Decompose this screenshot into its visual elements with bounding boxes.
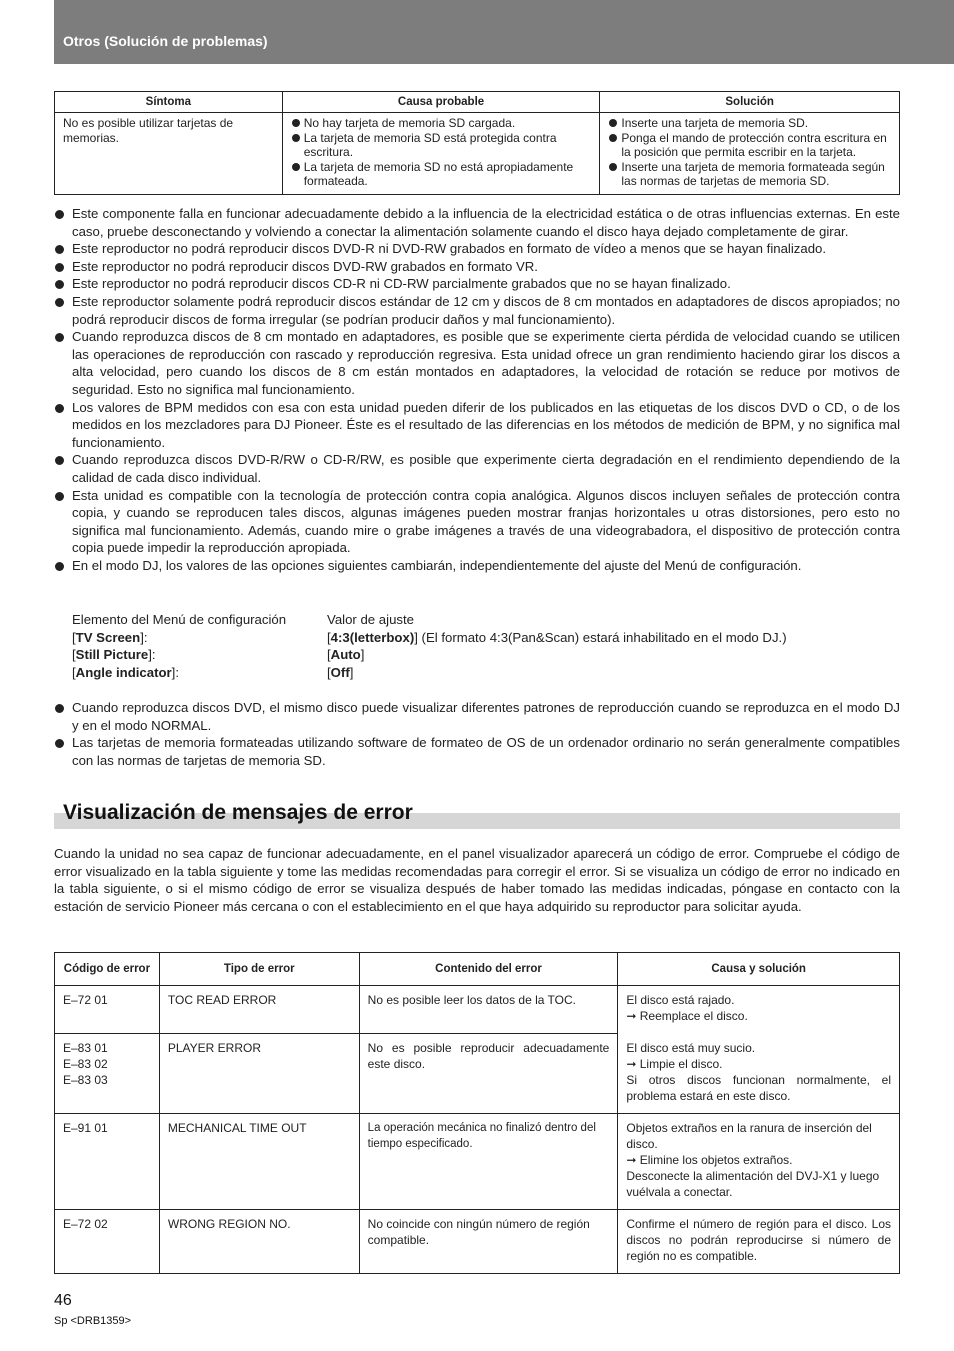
error-table [54,952,900,1274]
note-item: Cuando reproduzca discos de 8 cm montado en adaptadores, es posible que se experimente cierta pérdida de velocidad cuando se utilicen las operaciones de reproducción con rascado y reproducción regresiva. Esta unidad ofrece un gran rendimiento haciendo girar los discos a alta velocidad, pero cuando los discos de 8 cm están montados en adaptadores, la velocidad de rotación se reduce por motivos de seguridad. Esto no significa mal funcionamiento. [54,328,900,398]
setting-value: Off [330,664,350,680]
note-item: Los valores de BPM medidos con esa con esta unidad pueden diferir de los publicados en las etiquetas de los discos DVD o CD, o de los medidos en los mezcladores para DJ Pioneer. Éste es el resultado de las diferencias en los métodos de medición de BPM, y no significa mal funcionamiento. [54,399,900,452]
error-cause [618,1034,900,1114]
solution-item: Inserte una tarjeta de memoria SD. [608,116,891,131]
error-code-line: E–83 03 [63,1073,108,1087]
causes-cell [282,113,600,195]
cause-line: Confirme el número de región para el disco. Los discos no podrán reproducirse si número de región no es compatible. [626,1217,891,1263]
notes-list-2 [54,699,900,769]
note-item: Cuando reproduzca discos DVD, el mismo disco puede visualizar diferentes patrones de reproducción cuando se reproduzca en el modo DJ y en el modo NORMAL. [54,699,900,734]
settings-row: [Angle indicator]: [Off] [72,664,354,680]
page-number: 46 [54,1292,72,1309]
cause-line: ➞ Reemplace el disco. [626,1009,748,1023]
cause-line: Desconecte la alimentación del DVJ-X1 y luego vuélvala a conectar. [626,1169,880,1199]
document-code: Sp <DRB1359> [54,1315,132,1327]
error-cause [618,1210,900,1274]
dj-mode-settings [72,611,787,681]
table-row [55,113,900,195]
table-row [55,1210,900,1274]
table-header-causa-solucion: Causa y solución [618,953,900,986]
cause-line: El disco está rajado. [626,993,735,1007]
symptom-cell: No es posible utilizar tarjetas de memorias. [55,113,283,195]
table-header-sintoma: Síntoma [55,92,283,113]
setting-item-name: Still Picture [75,647,149,663]
cause-item: La tarjeta de memoria SD está protegida contra escritura. [291,131,592,160]
notes-list [54,205,900,574]
error-code [55,1034,160,1114]
table-header-causa: Causa probable [282,92,600,113]
header-title: Otros (Solución de problemas) [63,33,268,49]
cause-line: Objetos extraños en la ranura de inserción del disco. [626,1121,872,1151]
section-intro: Cuando la unidad no sea capaz de funcionar adecuadamente, en el panel visualizador aparecerá un código de error. Compruebe el código de error visualizado en la tabla siguiente y tome las medidas recomendadas para corregir el error. Si se visualiza un código de error no indicado en la tabla siguiente, o si el mismo código de error se visualiza después de haber tomado las medidas indicadas, póngase en contacto con la estación de servicio Pioneer más cercana o con el establecimiento en el que haya adquirido su reproductor para solicitar ayuda. [54,846,900,914]
error-type: WRONG REGION NO. [159,1210,359,1274]
header-bar [54,0,954,64]
cause-line: ➞ Elimine los objetos extraños. [626,1153,793,1167]
note-item: Este reproductor no podrá reproducir discos CD-R ni CD-RW parcialmente grabados que no se hayan finalizado. [54,275,900,293]
error-type: PLAYER ERROR [159,1034,359,1114]
cause-line: El disco está muy sucio. [626,1040,756,1055]
settings-col2-header: Valor de ajuste [327,612,414,627]
table-row [55,986,900,1034]
error-type: TOC READ ERROR [159,986,359,1034]
error-content: No coincide con ningún número de región compatible. [359,1210,618,1274]
setting-extra: (El formato 4:3(Pan&Scan) estará inhabilitado en el modo DJ.) [417,629,787,645]
cause-line: ➞ Limpie el disco. [626,1056,723,1071]
setting-item-name: TV Screen [75,629,141,645]
note-item: Esta unidad es compatible con la tecnología de protección contra copia analógica. Algunos discos incluyen señales de protección contra copia, y cuando se reproducen tales discos, algunas imágenes pueden mostrar franjas horizontales u otras distorsiones, pero esto no significa mal funcionamiento. Además, cuando mire o grabe imágenes a través de una videograbadora, el dispositivo de protección contra copia puede impedir la reproducción apropiada. [54,487,900,557]
error-code: E–72 01 [55,986,160,1034]
error-code-line: E–83 01 [63,1041,108,1055]
solution-item: Ponga el mando de protección contra escritura en la posición que permita escribir en la tarjeta. [608,131,891,160]
error-code-line: E–83 02 [63,1057,108,1071]
table-header-codigo: Código de error [55,953,160,986]
setting-value: 4:3(letterbox) [330,629,415,645]
note-item: Este reproductor no podrá reproducir discos DVD-RW grabados en formato VR. [54,258,900,276]
note-item: Este componente falla en funcionar adecuadamente debido a la influencia de la electricidad estática o de otras influencias externas. En este caso, pruebe desconectando y volviendo a conectar la alimentación solamente cuando el disco haya dejado completamente de girar. [54,205,900,240]
table-header-contenido: Contenido del error [359,953,618,986]
note-item: Este reproductor no podrá reproducir discos DVD-R ni DVD-RW grabados en formato de vídeo a menos que se hayan finalizado. [54,240,900,258]
cause-item: No hay tarjeta de memoria SD cargada. [291,116,592,131]
settings-row: [TV Screen]: [4:3(letterbox)] (El formato 4:3(Pan&Scan) estará inhabilitado en el modo DJ.) [72,629,787,645]
table-header-tipo: Tipo de error [159,953,359,986]
note-item: Este reproductor solamente podrá reproducir discos estándar de 12 cm y discos de 8 cm montados en adaptadores de discos apropiados; no podrá reproducir discos de forma irregular (se podrían producir daños y mal funcionamiento). [54,293,900,328]
error-content: La operación mecánica no finalizó dentro del tiempo especificado. [359,1114,618,1210]
settings-row: [Still Picture]: [Auto] [72,647,365,663]
setting-item-name: Angle indicator [75,664,172,680]
error-code: E–72 02 [55,1210,160,1274]
error-content: No es posible reproducir adecuadamente este disco. [359,1034,618,1114]
solutions-cell [600,113,900,195]
note-item: En el modo DJ, los valores de las opciones siguientes cambiarán, independientemente del ajuste del Menú de configuración. [54,557,900,575]
error-type: MECHANICAL TIME OUT [159,1114,359,1210]
note-item: Cuando reproduzca discos DVD-R/RW o CD-R/RW, es posible que experimente cierta degradación en el rendimiento dependiendo de la calidad de cada disco individual. [54,451,900,486]
note-item: Las tarjetas de memoria formateadas utilizando software de formateo de OS de un ordenador ordinario no serán generalmente compatibles con las normas de tarjetas de memoria SD. [54,734,900,769]
error-cause [618,1114,900,1210]
setting-value: Auto [330,647,361,663]
settings-col1-header: Elemento del Menú de configuración [72,612,287,627]
cause-item: La tarjeta de memoria SD no está apropiadamente formateada. [291,160,592,189]
error-content: No es posible leer los datos de la TOC. [359,986,618,1034]
table-row [55,1034,900,1114]
error-cause [618,986,900,1034]
section-title: Visualización de mensajes de error [63,801,413,824]
troubleshooting-table [54,91,900,195]
cause-line: Si otros discos funcionan normalmente, el problema estará en este disco. [626,1072,891,1103]
solution-item: Inserte una tarjeta de memoria formateada según las normas de tarjetas de memoria SD. [608,160,891,189]
table-row [55,1114,900,1210]
table-header-solucion: Solución [600,92,900,113]
error-code: E–91 01 [55,1114,160,1210]
